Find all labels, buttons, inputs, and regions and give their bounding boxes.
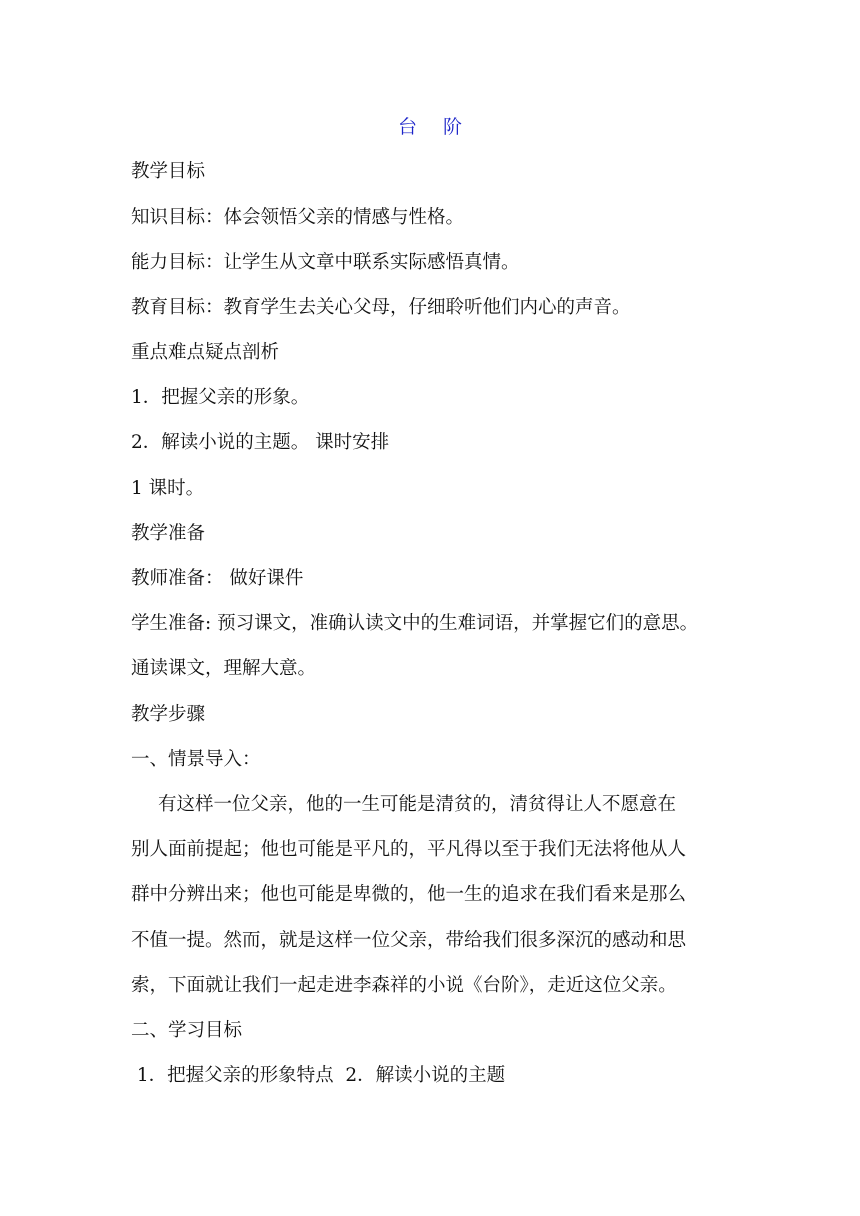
student-preparation-continued: 通读课文，理解大意。 [131, 658, 317, 679]
intro-paragraph-row-5: 索，下面就让我们一起走进李森祥的小说《台阶》，走近这位父亲。 [131, 975, 677, 996]
intro-paragraph-row-4: 不值一提。然而，就是这样一位父亲，带给我们很多深沉的感动和思 [131, 930, 687, 951]
knowledge-goal: 知识目标：体会领悟父亲的情感与性格。 [131, 207, 465, 228]
title-char-2: 阶 [443, 116, 463, 138]
heading-preparation: 教学准备 [131, 523, 206, 544]
education-goal: 教育目标：教育学生去关心父母，仔细聆听他们内心的声音。 [131, 297, 631, 318]
intro-paragraph-row-2: 别人面前提起；他也可能是平凡的，平凡得以至于我们无法将他从人 [131, 839, 687, 860]
key-point-1: 1．把握父亲的形象。 [131, 387, 310, 408]
lesson-count: 1 课时。 [131, 478, 205, 499]
step-1-heading: 一、情景导入： [131, 749, 261, 770]
student-preparation: 学生准备: 预习课文，准确认读文中的生难词语，并掌握它们的意思。 [131, 613, 699, 634]
heading-teaching-steps: 教学步骤 [131, 704, 206, 725]
intro-paragraph-row-3: 群中分辨出来；他也可能是卑微的，他一生的追求在我们看来是那么 [131, 884, 687, 905]
heading-key-points: 重点难点疑点剖析 [131, 342, 280, 363]
learning-goals-list: 1．把握父亲的形象特点 2．解读小说的主题 [131, 1065, 506, 1086]
key-point-2: 2．解读小说的主题。 课时安排 [131, 432, 390, 453]
title-char-1: 台 [397, 116, 417, 138]
heading-teaching-goals: 教学目标 [131, 161, 206, 182]
intro-paragraph-row-1: 有这样一位父亲，他的一生可能是清贫的，清贫得让人不愿意在 [158, 794, 677, 815]
teacher-preparation: 教师准备： 做好课件 [131, 568, 304, 589]
document-title [0, 114, 860, 140]
ability-goal: 能力目标：让学生从文章中联系实际感悟真情。 [131, 252, 520, 273]
step-2-heading: 二、学习目标 [131, 1020, 243, 1041]
